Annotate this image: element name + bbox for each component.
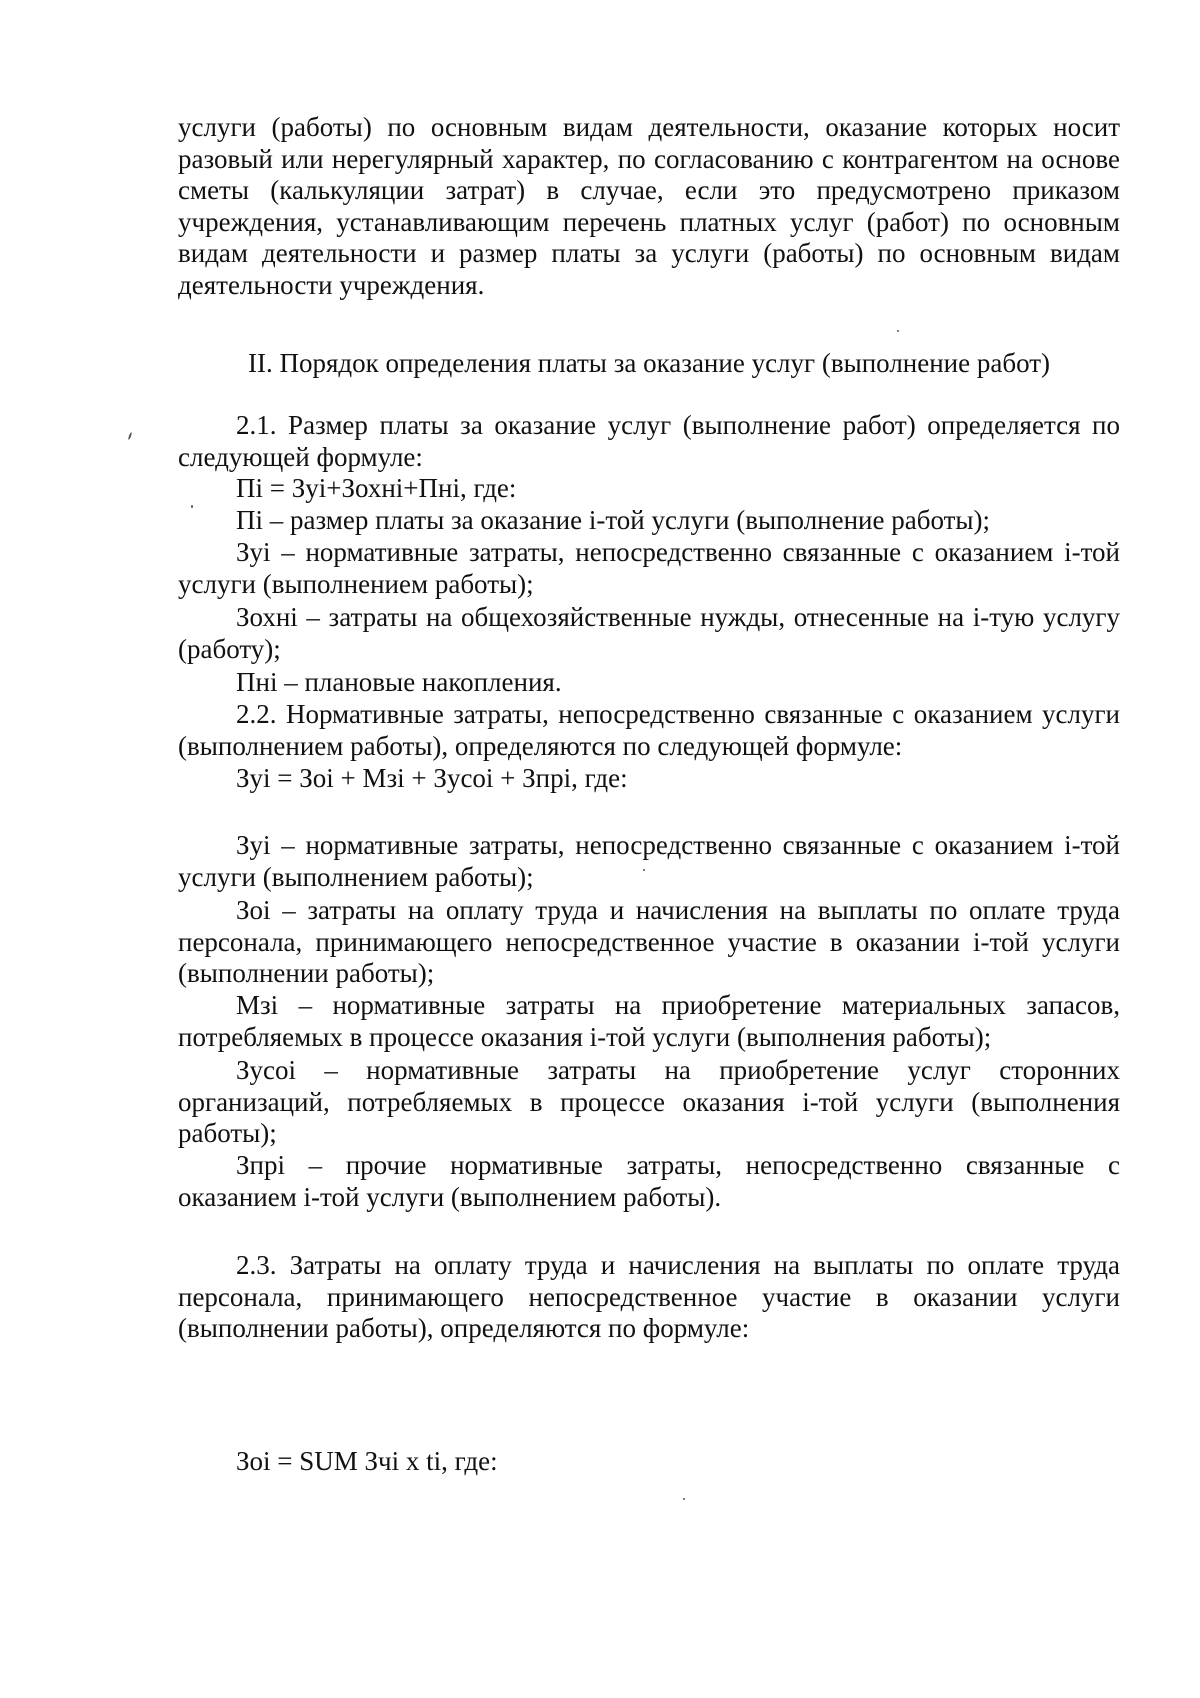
paragraph-intro: услуги (работы) по основным видам деятельности, оказание которых носит разовый или нерегулярный характер, по согласованию с контрагентом на основе сметы (калькуляции затрат) в случае, если это предусмотрено приказом учреждения, устанавливающим перечень платных услуг (работ) по основным видам деятельности и размер платы за услуги (работы) по основным видам деятельности учреждения. bbox=[178, 112, 1120, 300]
formula-1: Пi = Зуi+Зохнi+Пнi, где: bbox=[236, 473, 517, 503]
scan-speck bbox=[643, 869, 645, 871]
scan-speck bbox=[191, 505, 193, 508]
scan-speck bbox=[128, 432, 133, 440]
paragraph-2-1: 2.1. Размер платы за оказание услуг (выполнение работ) определяется по следующей формуле: bbox=[178, 410, 1120, 472]
explanation-zoi: Зоi – затраты на оплату труда и начисления на выплаты по оплате труда персонала, принимающего непосредственное участие в оказании i-той услуги (выполнении работы); bbox=[178, 895, 1120, 988]
formula-2: Зуi = Зоi + Мзi + Зусоi + Зпрi, где: bbox=[236, 763, 628, 793]
scan-speck bbox=[683, 1498, 685, 1500]
explanation-zpri: Зпрi – прочие нормативные затраты, непосредственно связанные с оказанием i-той услуги (выполнением работы). bbox=[178, 1150, 1120, 1212]
definition-zohni: Зохнi – затраты на общехозяйственные нужды, отнесенные на i-тую услугу (работу); bbox=[178, 602, 1120, 664]
explanation-zui: Зуi – нормативные затраты, непосредственно связанные с оказанием i-той услуги (выполнением работы); bbox=[178, 830, 1120, 892]
definition-pni: Пнi – плановые накопления. bbox=[236, 667, 562, 697]
section-heading: II. Порядок определения платы за оказание услуг (выполнение работ) bbox=[247, 348, 1051, 378]
explanation-mzi: Мзi – нормативные затраты на приобретение материальных запасов, потребляемых в процессе оказания i-той услуги (выполнения работы); bbox=[178, 990, 1120, 1052]
definition-pi: Пi – размер платы за оказание i-той услуги (выполнение работы); bbox=[236, 505, 991, 535]
formula-3: Зоi = SUM Зчi x ti, где: bbox=[236, 1446, 498, 1476]
paragraph-2-2: 2.2. Нормативные затраты, непосредственно связанные с оказанием услуги (выполнением работы), определяются по следующей формуле: bbox=[178, 699, 1120, 761]
definition-zui: Зуi – нормативные затраты, непосредственно связанные с оказанием i-той услуги (выполнением работы); bbox=[178, 537, 1120, 599]
paragraph-2-3: 2.3. Затраты на оплату труда и начисления на выплаты по оплате труда персонала, принимающего непосредственное участие в оказании услуги (выполнении работы), определяются по формуле: bbox=[178, 1250, 1120, 1343]
scan-speck bbox=[897, 330, 899, 332]
explanation-zusoi: Зусоi – нормативные затраты на приобретение услуг сторонних организаций, потребляемых в процессе оказания i-той услуги (выполнения работы); bbox=[178, 1055, 1120, 1148]
